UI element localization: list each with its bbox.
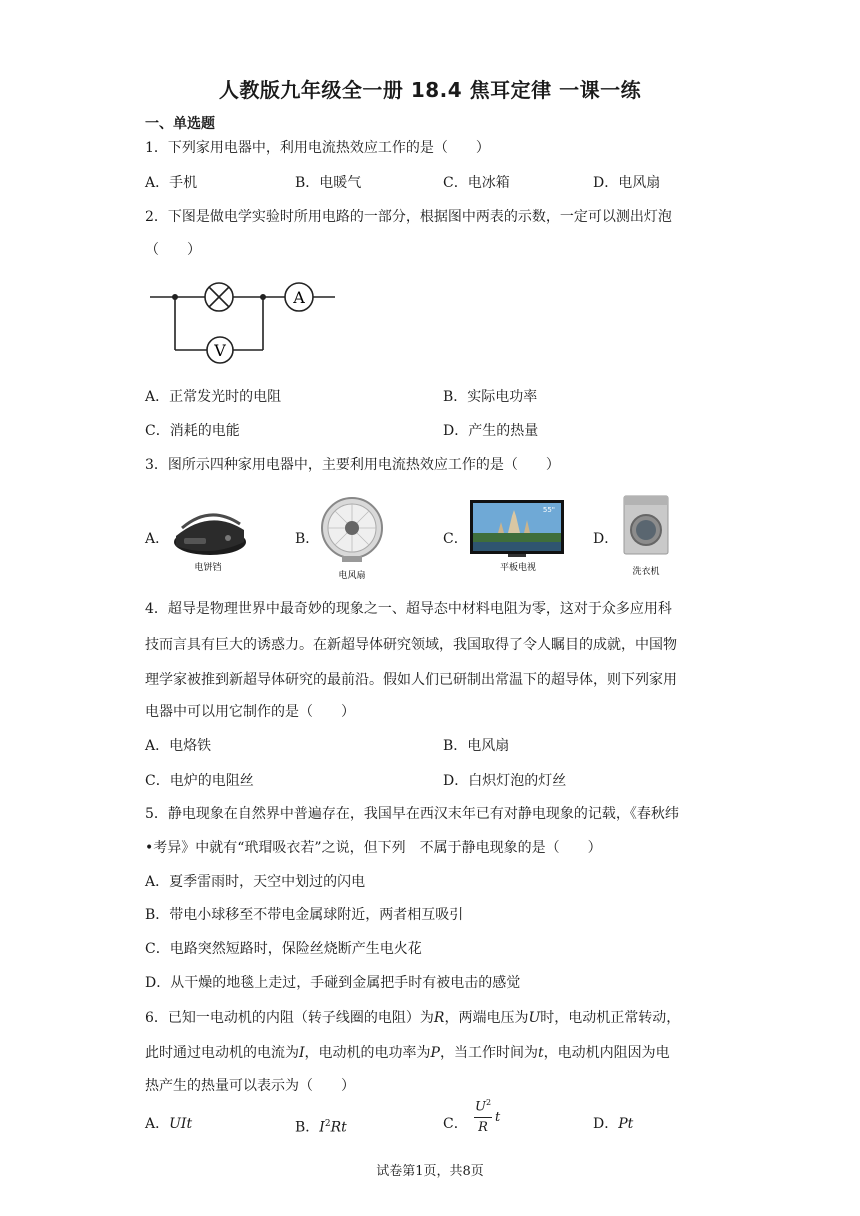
caption-fan: 电风扇 xyxy=(338,571,366,581)
fraction-denominator: R xyxy=(478,1120,488,1135)
junction-node-right xyxy=(260,294,266,300)
var-i: I xyxy=(319,1119,325,1136)
q6-option-d[interactable] xyxy=(593,1114,633,1134)
q3-option-a[interactable]: A． xyxy=(145,531,170,547)
q4-stem-line4: 电器中可以用它制作的是（ ） xyxy=(145,704,355,720)
option-label: B． xyxy=(295,1119,320,1136)
circuit-diagram xyxy=(145,270,345,370)
ammeter-icon xyxy=(285,283,313,311)
electric-fan-image xyxy=(318,492,388,584)
tv-size-badge: 55" xyxy=(542,506,555,514)
q6-option-c[interactable] xyxy=(443,1114,468,1134)
q3-stem: 3．图所示四种家用电器中，主要利用电流热效应工作的是（ ） xyxy=(145,457,560,473)
q6-stem-line2 xyxy=(145,1043,720,1063)
q1-option-d[interactable]: D．电风扇 xyxy=(593,175,661,191)
q4-option-c[interactable]: C．电炉的电阻丝 xyxy=(145,773,254,789)
q2-option-d[interactable]: D．产生的热量 xyxy=(443,423,539,439)
var-t: t xyxy=(537,1045,544,1061)
caption-griddle: 电饼铛 xyxy=(194,563,222,573)
option-label: C． xyxy=(443,1116,468,1132)
fraction-bar xyxy=(474,1117,492,1118)
q2-option-c[interactable]: C．消耗的电能 xyxy=(145,423,240,439)
option-label: D． xyxy=(593,1116,619,1132)
q5-option-c[interactable]: C．电路突然短路时，保险丝烧断产生电火花 xyxy=(145,941,422,957)
option-expression: UIt xyxy=(169,1116,193,1132)
var-p: P xyxy=(430,1045,440,1061)
q2-option-a[interactable]: A．正常发光时的电阻 xyxy=(145,389,282,405)
q4-option-d[interactable]: D．白炽灯泡的灯丝 xyxy=(443,773,567,789)
q2-option-b[interactable]: B．实际电功率 xyxy=(443,389,538,405)
caption-washer: 洗衣机 xyxy=(632,567,660,577)
q1-option-c[interactable]: C．电冰箱 xyxy=(443,175,510,191)
var-u: U xyxy=(474,1099,486,1115)
q2-stem-line2: （ ） xyxy=(145,242,201,258)
q4-stem-line1: 4．超导是物理世界中最奇妙的现象之一、超导态中材料电阻为零，这对于众多应用科 xyxy=(145,601,672,617)
q6-option-a[interactable] xyxy=(145,1114,192,1134)
q6-stem-line1 xyxy=(145,1008,720,1028)
q6-text: 此时通过电动机的电流为 xyxy=(145,1045,299,1061)
option-expression: Rt xyxy=(330,1119,347,1136)
q6-stem-line3: 热产生的热量可以表示为（ ） xyxy=(145,1078,355,1094)
q5-option-d[interactable]: D．从干燥的地毯上走过，手碰到金属把手时有被电击的感觉 xyxy=(145,975,521,991)
q5-stem-line1: 5．静电现象在自然界中普遍存在，我国早在西汉末年已有对静电现象的记载，《春秋纬 xyxy=(145,806,679,822)
q1-option-a[interactable]: A．手机 xyxy=(145,175,198,191)
q4-stem-line3: 理学家被推到新超导体研究的最前沿。假如人们已研制出常温下的超导体，则下列家用 xyxy=(145,672,677,688)
q2-stem-line1: 2．下图是做电学实验时所用电路的一部分，根据图中两表的示数，一定可以测出灯泡 xyxy=(145,209,672,225)
washing-machine-image xyxy=(618,494,674,580)
q4-stem-line2: 技而言具有巨大的诱惑力。在新超导体研究领域，我国取得了令人瞩目的成就，中国物 xyxy=(145,637,677,653)
junction-node-left xyxy=(172,294,178,300)
q3-option-c[interactable]: C． xyxy=(443,531,468,547)
ammeter-label: A xyxy=(293,288,305,307)
q4-option-a[interactable]: A．电烙铁 xyxy=(145,738,212,754)
var-r: R xyxy=(433,1010,445,1026)
flat-tv-image xyxy=(468,498,568,578)
q3-option-d[interactable]: D． xyxy=(593,531,619,547)
q6-text: 时，电动机正常转动， xyxy=(540,1010,681,1026)
q5-stem-line2: •考异》中就有“玳瑁吸衣若”之说，但下列 不属于静电现象的是（ ） xyxy=(145,840,602,856)
caption-tv: 平板电视 xyxy=(499,563,537,573)
var-i: I xyxy=(299,1045,305,1061)
q3-option-b[interactable]: B． xyxy=(295,531,320,547)
q6-option-b[interactable] xyxy=(295,1114,347,1138)
var-u: U xyxy=(528,1010,541,1026)
electric-griddle-image xyxy=(168,498,254,578)
q4-option-b[interactable]: B．电风扇 xyxy=(443,738,510,754)
q1-option-b[interactable]: B．电暖气 xyxy=(295,175,362,191)
q6-text: ，当工作时间为 xyxy=(439,1045,538,1061)
q5-option-b[interactable]: B．带电小球移至不带电金属球附近，两者相互吸引 xyxy=(145,907,464,923)
q5-option-a[interactable]: A．夏季雷雨时，天空中划过的闪电 xyxy=(145,874,366,890)
voltmeter-icon xyxy=(207,337,233,363)
superscript: 2 xyxy=(324,1119,331,1129)
q6-text: 6．已知一电动机的内阻（转子线圈的电阻）为 xyxy=(145,1010,434,1026)
page-footer: 试卷第1页，共8页 xyxy=(376,1164,484,1179)
q6-text: ，两端电压为 xyxy=(444,1010,529,1026)
fraction-numerator xyxy=(474,1098,492,1114)
option-expression: Pt xyxy=(618,1116,634,1132)
q6-text: ，电动机的电功率为 xyxy=(304,1045,431,1061)
voltmeter-label: V xyxy=(214,341,226,360)
var-t: t xyxy=(495,1110,501,1125)
section-heading: 一、单选题 xyxy=(145,116,215,132)
superscript: 2 xyxy=(485,1098,492,1107)
q6-text: ，电动机内阻因为电 xyxy=(543,1045,670,1061)
page-title: 人教版九年级全一册 18.4 焦耳定律 一课一练 xyxy=(218,78,642,102)
option-label: A． xyxy=(145,1116,170,1132)
q1-stem: 1．下列家用电器中，利用电流热效应工作的是（ ） xyxy=(145,140,490,156)
lamp-icon xyxy=(205,283,233,311)
